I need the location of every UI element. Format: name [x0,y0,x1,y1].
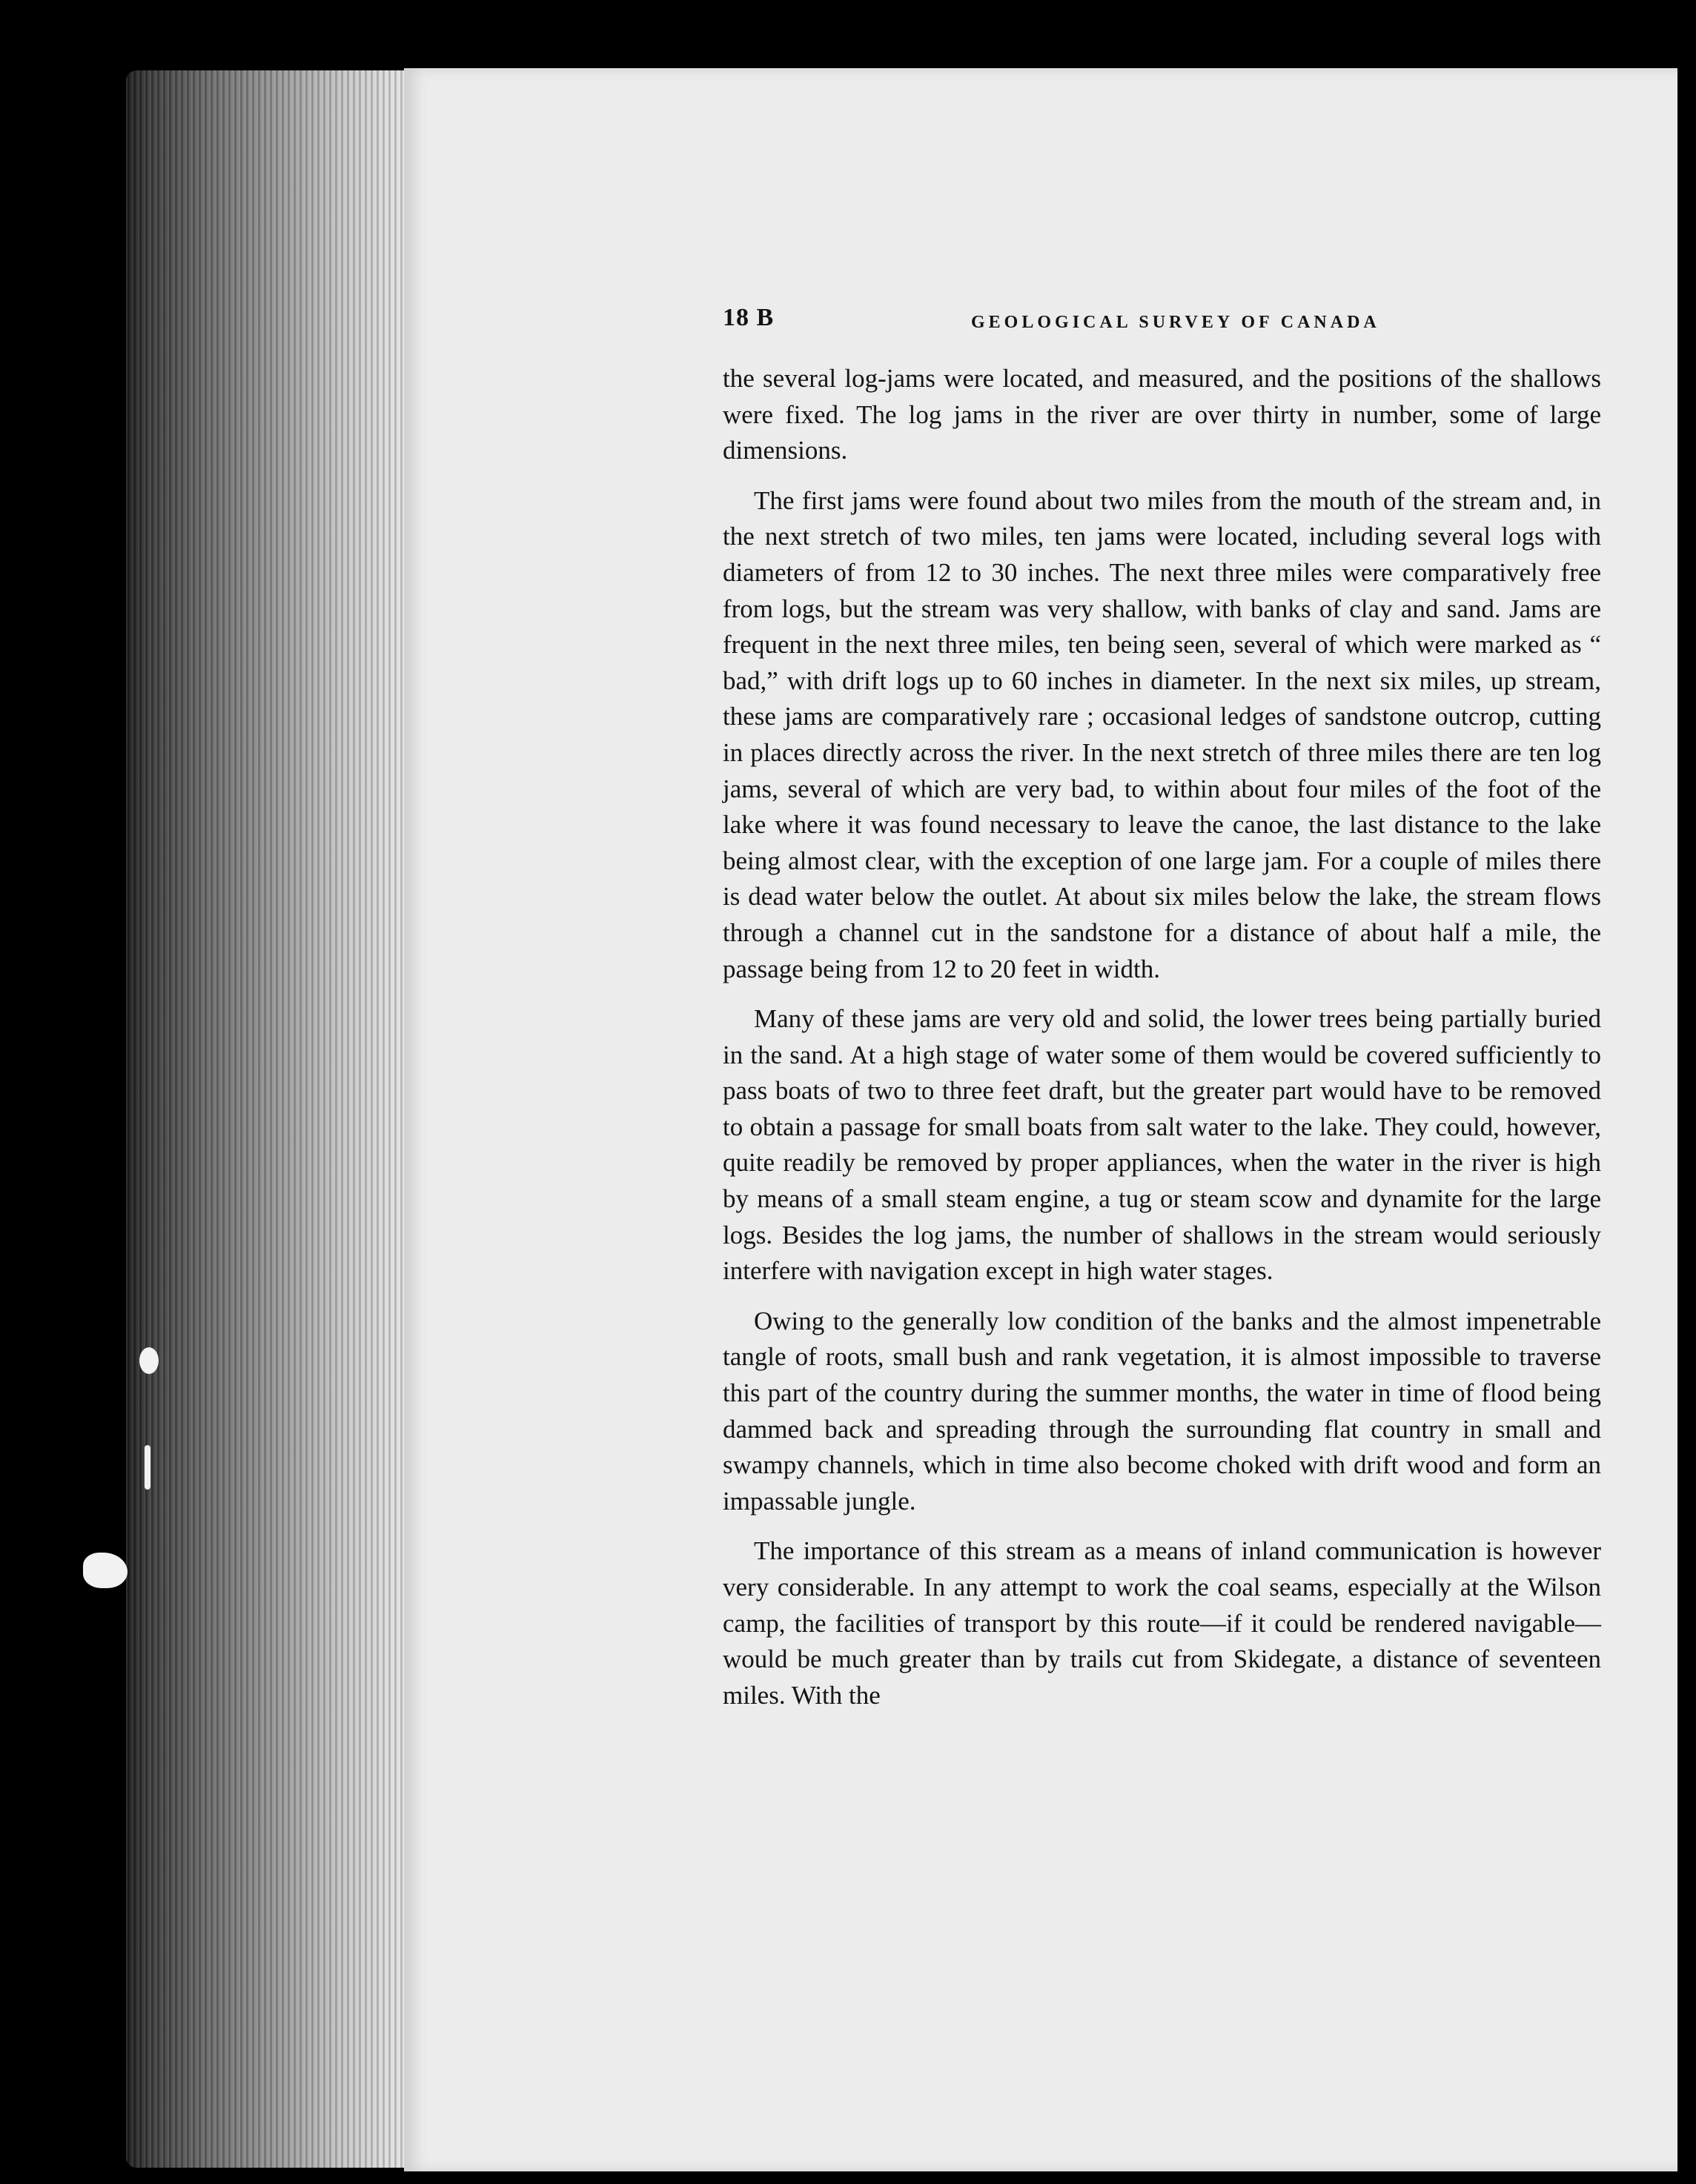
paragraph-2: The first jams were found about two miles from the mouth of the stream and, in the next stretch of two miles, ten jams were located, including several logs with diameters of from 12 to 30 inches. The next three miles were comparatively free from logs, but the stream was very shallow, with banks of clay and sand. Jams are frequent in the next three miles, ten being seen, several of which were marked as “ bad,” with drift logs up to 60 inches in diameter. In the next six miles, up stream, these jams are comparatively rare ; occasional ledges of sandstone outcrop, cutting in places directly across the river. In the next stretch of three miles there are ten log jams, several of which are very bad, to within about four miles of the foot of the lake where it was found necessary to leave the canoe, the last distance to the lake being almost clear, with the exception of one large jam. For a couple of miles there is dead water below the outlet. At about six miles below the lake, the stream flows through a channel cut in the sandstone for a distance of about half a mile, the passage being from 12 to 20 feet in width. [723,485,1601,983]
paragraph-1: the several log-jams were located, and measured, and the positions of the shallows were fixed. The log jams in the river are over thirty in number, some of large dimensions. [723,364,1601,465]
book-page-edges [126,70,408,2168]
paragraph-3: Many of these jams are very old and solid, the lower trees being partially buried in the sand. At a high stage of water some of them would be covered sufficiently to pass boats of two to three feet draft, but the greater part would have to be removed to obtain a passage for small boats from salt water to the lake. They could, however, quite readily be removed by proper appliances, when the water in the river is high by means of a small steam engine, a tug or steam scow and dynamite for the large logs. Besides the log jams, the number of shallows in the stream would seriously interfere with navigation except in high water stages. [723,1004,1601,1286]
body-text [723,361,1601,1727]
paragraph-4: Owing to the generally low condition of the banks and the almost impenetrable tangle of roots, small bush and rank vegetation, it is almost impossible to traverse this part of the country during the summer months, the water in time of flood being dammed back and spreading through the surrounding flat country in small and swampy channels, which in time also become choked with drift wood and form an impassable jungle. [723,1306,1601,1516]
running-head: GEOLOGICAL SURVEY OF CANADA [971,313,1380,332]
scan-speck [139,1347,159,1374]
page-header [723,304,1601,348]
page-number: 18 B [723,304,775,331]
paragraph-5: The importance of this stream as a means of inland communication is however very considerable. In any attempt to work the coal seams, especially at the Wilson camp, the facilities of transport by this route—if it could be rendered navigable—would be much greater than by trails cut from Skidegate, a distance of seventeen miles. With the [723,1536,1601,1710]
scan-speck [145,1445,150,1490]
scan-speck [83,1553,127,1588]
